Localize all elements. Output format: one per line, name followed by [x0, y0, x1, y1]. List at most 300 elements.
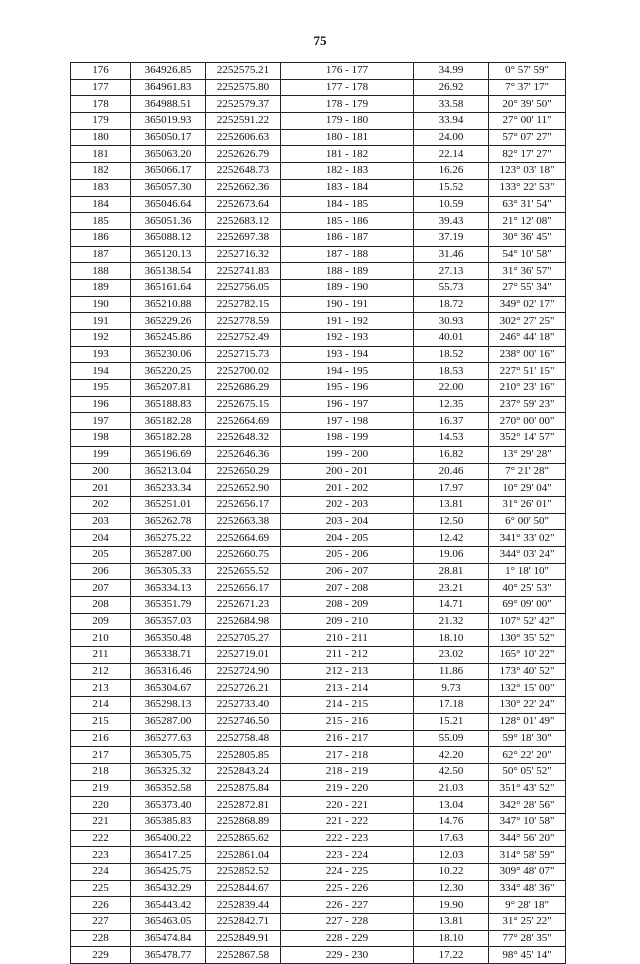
segment-cell: 210 - 211: [281, 630, 414, 647]
segment-cell: 192 - 193: [281, 330, 414, 347]
y-coordinate-cell: 2252646.36: [206, 446, 281, 463]
table-row: [71, 296, 566, 313]
point-number-cell: 186: [71, 229, 131, 246]
segment-cell: 215 - 216: [281, 713, 414, 730]
table-row: [71, 79, 566, 96]
segment-cell: 221 - 222: [281, 813, 414, 830]
table-row: [71, 129, 566, 146]
bearing-cell: 77° 28' 35": [489, 930, 566, 947]
x-coordinate-cell: 365298.13: [131, 697, 206, 714]
point-number-cell: 200: [71, 463, 131, 480]
y-coordinate-cell: 2252805.85: [206, 747, 281, 764]
y-coordinate-cell: 2252716.32: [206, 246, 281, 263]
distance-cell: 37.19: [414, 229, 489, 246]
segment-cell: 226 - 227: [281, 897, 414, 914]
table-row: [71, 363, 566, 380]
table-row: [71, 530, 566, 547]
y-coordinate-cell: 2252872.81: [206, 797, 281, 814]
point-number-cell: 204: [71, 530, 131, 547]
y-coordinate-cell: 2252861.04: [206, 847, 281, 864]
table-row: [71, 563, 566, 580]
distance-cell: 12.50: [414, 513, 489, 530]
bearing-cell: 344° 56' 20": [489, 830, 566, 847]
bearing-cell: 165° 10' 22": [489, 647, 566, 664]
segment-cell: 204 - 205: [281, 530, 414, 547]
point-number-cell: 198: [71, 430, 131, 447]
point-number-cell: 222: [71, 830, 131, 847]
x-coordinate-cell: 365350.48: [131, 630, 206, 647]
page-number: 75: [313, 33, 327, 48]
segment-cell: 176 - 177: [281, 63, 414, 80]
distance-cell: 13.81: [414, 914, 489, 931]
point-number-cell: 201: [71, 480, 131, 497]
point-number-cell: 179: [71, 113, 131, 130]
y-coordinate-cell: 2252656.17: [206, 496, 281, 513]
segment-cell: 203 - 204: [281, 513, 414, 530]
y-coordinate-cell: 2252671.23: [206, 597, 281, 614]
bearing-cell: 237° 59' 23": [489, 396, 566, 413]
point-number-cell: 191: [71, 313, 131, 330]
bearing-cell: 351° 43' 52": [489, 780, 566, 797]
x-coordinate-cell: 365066.17: [131, 163, 206, 180]
bearing-cell: 309° 48' 07": [489, 864, 566, 881]
y-coordinate-cell: 2252741.83: [206, 263, 281, 280]
x-coordinate-cell: 365417.25: [131, 847, 206, 864]
distance-cell: 20.46: [414, 463, 489, 480]
point-number-cell: 195: [71, 380, 131, 397]
point-number-cell: 177: [71, 79, 131, 96]
y-coordinate-cell: 2252852.52: [206, 864, 281, 881]
y-coordinate-cell: 2252758.48: [206, 730, 281, 747]
distance-cell: 18.52: [414, 346, 489, 363]
point-number-cell: 212: [71, 663, 131, 680]
segment-cell: 214 - 215: [281, 697, 414, 714]
table-row: [71, 697, 566, 714]
bearing-cell: 1° 18' 10": [489, 563, 566, 580]
x-coordinate-cell: 365275.22: [131, 530, 206, 547]
bearing-cell: 13° 29' 28": [489, 446, 566, 463]
x-coordinate-cell: 365351.79: [131, 597, 206, 614]
coordinates-table: [70, 62, 566, 964]
bearing-cell: 302° 27' 25": [489, 313, 566, 330]
x-coordinate-cell: 365474.84: [131, 930, 206, 947]
table-row: [71, 813, 566, 830]
segment-cell: 196 - 197: [281, 396, 414, 413]
table-row: [71, 430, 566, 447]
y-coordinate-cell: 2252752.49: [206, 330, 281, 347]
x-coordinate-cell: 365443.42: [131, 897, 206, 914]
distance-cell: 33.58: [414, 96, 489, 113]
segment-cell: 186 - 187: [281, 229, 414, 246]
point-number-cell: 184: [71, 196, 131, 213]
bearing-cell: 27° 55' 34": [489, 279, 566, 296]
table-row: [71, 780, 566, 797]
point-number-cell: 181: [71, 146, 131, 163]
bearing-cell: 31° 25' 22": [489, 914, 566, 931]
y-coordinate-cell: 2252839.44: [206, 897, 281, 914]
segment-cell: 197 - 198: [281, 413, 414, 430]
segment-cell: 217 - 218: [281, 747, 414, 764]
x-coordinate-cell: 365245.86: [131, 330, 206, 347]
y-coordinate-cell: 2252849.91: [206, 930, 281, 947]
table-row: [71, 647, 566, 664]
distance-cell: 14.71: [414, 597, 489, 614]
distance-cell: 23.02: [414, 647, 489, 664]
bearing-cell: 69° 09' 00": [489, 597, 566, 614]
segment-cell: 199 - 200: [281, 446, 414, 463]
point-number-cell: 176: [71, 63, 131, 80]
point-number-cell: 189: [71, 279, 131, 296]
distance-cell: 55.09: [414, 730, 489, 747]
distance-cell: 40.01: [414, 330, 489, 347]
bearing-cell: 62° 22' 20": [489, 747, 566, 764]
bearing-cell: 54° 10' 58": [489, 246, 566, 263]
bearing-cell: 63° 31' 54": [489, 196, 566, 213]
table-row: [71, 496, 566, 513]
y-coordinate-cell: 2252655.52: [206, 563, 281, 580]
x-coordinate-cell: 365196.69: [131, 446, 206, 463]
distance-cell: 24.00: [414, 129, 489, 146]
table-row: [71, 930, 566, 947]
y-coordinate-cell: 2252652.90: [206, 480, 281, 497]
y-coordinate-cell: 2252715.73: [206, 346, 281, 363]
segment-cell: 177 - 178: [281, 79, 414, 96]
point-number-cell: 215: [71, 713, 131, 730]
table-row: [71, 730, 566, 747]
distance-cell: 15.52: [414, 179, 489, 196]
bearing-cell: 107° 52' 42": [489, 613, 566, 630]
table-row: [71, 113, 566, 130]
point-number-cell: 223: [71, 847, 131, 864]
x-coordinate-cell: 365287.00: [131, 546, 206, 563]
point-number-cell: 214: [71, 697, 131, 714]
x-coordinate-cell: 365088.12: [131, 229, 206, 246]
distance-cell: 10.59: [414, 196, 489, 213]
y-coordinate-cell: 2252664.69: [206, 530, 281, 547]
table-row: [71, 263, 566, 280]
segment-cell: 220 - 221: [281, 797, 414, 814]
segment-cell: 219 - 220: [281, 780, 414, 797]
point-number-cell: 196: [71, 396, 131, 413]
y-coordinate-cell: 2252684.98: [206, 613, 281, 630]
segment-cell: 191 - 192: [281, 313, 414, 330]
distance-cell: 42.20: [414, 747, 489, 764]
point-number-cell: 178: [71, 96, 131, 113]
distance-cell: 30.93: [414, 313, 489, 330]
bearing-cell: 31° 36' 57": [489, 263, 566, 280]
distance-cell: 16.26: [414, 163, 489, 180]
distance-cell: 33.94: [414, 113, 489, 130]
x-coordinate-cell: 365325.32: [131, 763, 206, 780]
x-coordinate-cell: 365207.81: [131, 380, 206, 397]
table-row: [71, 897, 566, 914]
x-coordinate-cell: 365210.88: [131, 296, 206, 313]
segment-cell: 228 - 229: [281, 930, 414, 947]
point-number-cell: 210: [71, 630, 131, 647]
segment-cell: 229 - 230: [281, 947, 414, 964]
x-coordinate-cell: 365251.01: [131, 496, 206, 513]
table-row: [71, 96, 566, 113]
bearing-cell: 21° 12' 08": [489, 213, 566, 230]
distance-cell: 18.10: [414, 930, 489, 947]
point-number-cell: 192: [71, 330, 131, 347]
bearing-cell: 7° 37' 17": [489, 79, 566, 96]
point-number-cell: 225: [71, 880, 131, 897]
segment-cell: 205 - 206: [281, 546, 414, 563]
bearing-cell: 342° 28' 56": [489, 797, 566, 814]
bearing-cell: 344° 03' 24": [489, 546, 566, 563]
y-coordinate-cell: 2252700.02: [206, 363, 281, 380]
x-coordinate-cell: 365188.83: [131, 396, 206, 413]
x-coordinate-cell: 365334.13: [131, 580, 206, 597]
point-number-cell: 197: [71, 413, 131, 430]
table-row: [71, 229, 566, 246]
table-row: [71, 63, 566, 80]
distance-cell: 11.86: [414, 663, 489, 680]
point-number-cell: 187: [71, 246, 131, 263]
table-row: [71, 630, 566, 647]
y-coordinate-cell: 2252705.27: [206, 630, 281, 647]
x-coordinate-cell: 365182.28: [131, 413, 206, 430]
point-number-cell: 208: [71, 597, 131, 614]
x-coordinate-cell: 365463.05: [131, 914, 206, 931]
x-coordinate-cell: 365057.30: [131, 179, 206, 196]
segment-cell: 207 - 208: [281, 580, 414, 597]
table-row: [71, 864, 566, 881]
y-coordinate-cell: 2252664.69: [206, 413, 281, 430]
point-number-cell: 185: [71, 213, 131, 230]
x-coordinate-cell: 365063.20: [131, 146, 206, 163]
table-row: [71, 146, 566, 163]
table-row: [71, 797, 566, 814]
segment-cell: 200 - 201: [281, 463, 414, 480]
bearing-cell: 210° 23' 16": [489, 380, 566, 397]
point-number-cell: 226: [71, 897, 131, 914]
y-coordinate-cell: 2252648.32: [206, 430, 281, 447]
point-number-cell: 229: [71, 947, 131, 964]
table-row: [71, 380, 566, 397]
table-row: [71, 480, 566, 497]
distance-cell: 14.76: [414, 813, 489, 830]
distance-cell: 16.37: [414, 413, 489, 430]
point-number-cell: 193: [71, 346, 131, 363]
bearing-cell: 128° 01' 49": [489, 713, 566, 730]
distance-cell: 19.90: [414, 897, 489, 914]
table-row: [71, 663, 566, 680]
segment-cell: 179 - 180: [281, 113, 414, 130]
y-coordinate-cell: 2252626.79: [206, 146, 281, 163]
distance-cell: 17.22: [414, 947, 489, 964]
y-coordinate-cell: 2252842.71: [206, 914, 281, 931]
table-row: [71, 330, 566, 347]
y-coordinate-cell: 2252724.90: [206, 663, 281, 680]
distance-cell: 15.21: [414, 713, 489, 730]
table-row: [71, 830, 566, 847]
segment-cell: 183 - 184: [281, 179, 414, 196]
point-number-cell: 220: [71, 797, 131, 814]
x-coordinate-cell: 365316.46: [131, 663, 206, 680]
distance-cell: 31.46: [414, 246, 489, 263]
x-coordinate-cell: 365287.00: [131, 713, 206, 730]
point-number-cell: 194: [71, 363, 131, 380]
distance-cell: 16.82: [414, 446, 489, 463]
segment-cell: 206 - 207: [281, 563, 414, 580]
table-row: [71, 279, 566, 296]
point-number-cell: 213: [71, 680, 131, 697]
distance-cell: 18.53: [414, 363, 489, 380]
bearing-cell: 173° 40' 52": [489, 663, 566, 680]
y-coordinate-cell: 2252843.24: [206, 763, 281, 780]
distance-cell: 18.72: [414, 296, 489, 313]
y-coordinate-cell: 2252733.40: [206, 697, 281, 714]
segment-cell: 224 - 225: [281, 864, 414, 881]
segment-cell: 198 - 199: [281, 430, 414, 447]
point-number-cell: 209: [71, 613, 131, 630]
bearing-cell: 20° 39' 50": [489, 96, 566, 113]
x-coordinate-cell: 365357.03: [131, 613, 206, 630]
table-row: [71, 213, 566, 230]
y-coordinate-cell: 2252663.38: [206, 513, 281, 530]
point-number-cell: 203: [71, 513, 131, 530]
point-number-cell: 221: [71, 813, 131, 830]
point-number-cell: 199: [71, 446, 131, 463]
x-coordinate-cell: 365182.28: [131, 430, 206, 447]
bearing-cell: 270° 00' 00": [489, 413, 566, 430]
distance-cell: 26.92: [414, 79, 489, 96]
x-coordinate-cell: 364988.51: [131, 96, 206, 113]
point-number-cell: 205: [71, 546, 131, 563]
y-coordinate-cell: 2252782.15: [206, 296, 281, 313]
x-coordinate-cell: 365262.78: [131, 513, 206, 530]
distance-cell: 12.03: [414, 847, 489, 864]
bearing-cell: 246° 44' 18": [489, 330, 566, 347]
bearing-cell: 98° 45' 14": [489, 947, 566, 964]
table-row: [71, 246, 566, 263]
point-number-cell: 218: [71, 763, 131, 780]
x-coordinate-cell: 365304.67: [131, 680, 206, 697]
coordinates-table-body: [71, 63, 566, 964]
x-coordinate-cell: 365233.34: [131, 480, 206, 497]
point-number-cell: 206: [71, 563, 131, 580]
distance-cell: 27.13: [414, 263, 489, 280]
bearing-cell: 27° 00' 11": [489, 113, 566, 130]
segment-cell: 223 - 224: [281, 847, 414, 864]
bearing-cell: 238° 00' 16": [489, 346, 566, 363]
x-coordinate-cell: 365051.36: [131, 213, 206, 230]
x-coordinate-cell: 365400.22: [131, 830, 206, 847]
point-number-cell: 183: [71, 179, 131, 196]
distance-cell: 19.06: [414, 546, 489, 563]
y-coordinate-cell: 2252867.58: [206, 947, 281, 964]
x-coordinate-cell: 365385.83: [131, 813, 206, 830]
y-coordinate-cell: 2252648.73: [206, 163, 281, 180]
x-coordinate-cell: 365352.58: [131, 780, 206, 797]
bearing-cell: 10° 29' 04": [489, 480, 566, 497]
segment-cell: 184 - 185: [281, 196, 414, 213]
x-coordinate-cell: 365425.75: [131, 864, 206, 881]
bearing-cell: 334° 48' 36": [489, 880, 566, 897]
bearing-cell: 82° 17' 27": [489, 146, 566, 163]
point-number-cell: 188: [71, 263, 131, 280]
y-coordinate-cell: 2252778.59: [206, 313, 281, 330]
point-number-cell: 216: [71, 730, 131, 747]
x-coordinate-cell: 365050.17: [131, 129, 206, 146]
table-row: [71, 413, 566, 430]
distance-cell: 13.04: [414, 797, 489, 814]
bearing-cell: 314° 58' 59": [489, 847, 566, 864]
y-coordinate-cell: 2252650.29: [206, 463, 281, 480]
table-row: [71, 713, 566, 730]
point-number-cell: 182: [71, 163, 131, 180]
x-coordinate-cell: 365230.06: [131, 346, 206, 363]
table-row: [71, 747, 566, 764]
x-coordinate-cell: 365338.71: [131, 647, 206, 664]
segment-cell: 216 - 217: [281, 730, 414, 747]
segment-cell: 194 - 195: [281, 363, 414, 380]
y-coordinate-cell: 2252575.21: [206, 63, 281, 80]
segment-cell: 185 - 186: [281, 213, 414, 230]
table-row: [71, 463, 566, 480]
point-number-cell: 180: [71, 129, 131, 146]
distance-cell: 17.18: [414, 697, 489, 714]
table-row: [71, 680, 566, 697]
x-coordinate-cell: 365220.25: [131, 363, 206, 380]
y-coordinate-cell: 2252579.37: [206, 96, 281, 113]
x-coordinate-cell: 364961.83: [131, 79, 206, 96]
segment-cell: 180 - 181: [281, 129, 414, 146]
segment-cell: 218 - 219: [281, 763, 414, 780]
segment-cell: 190 - 191: [281, 296, 414, 313]
x-coordinate-cell: 365432.29: [131, 880, 206, 897]
y-coordinate-cell: 2252673.64: [206, 196, 281, 213]
table-row: [71, 947, 566, 964]
segment-cell: 209 - 210: [281, 613, 414, 630]
table-row: [71, 313, 566, 330]
segment-cell: 212 - 213: [281, 663, 414, 680]
bearing-cell: 59° 18' 30": [489, 730, 566, 747]
y-coordinate-cell: 2252656.17: [206, 580, 281, 597]
x-coordinate-cell: 365138.54: [131, 263, 206, 280]
distance-cell: 39.43: [414, 213, 489, 230]
distance-cell: 28.81: [414, 563, 489, 580]
distance-cell: 22.00: [414, 380, 489, 397]
bearing-cell: 133° 22' 53": [489, 179, 566, 196]
table-row: [71, 597, 566, 614]
y-coordinate-cell: 2252606.63: [206, 129, 281, 146]
distance-cell: 23.21: [414, 580, 489, 597]
table-row: [71, 880, 566, 897]
bearing-cell: 352° 14' 57": [489, 430, 566, 447]
segment-cell: 193 - 194: [281, 346, 414, 363]
distance-cell: 14.53: [414, 430, 489, 447]
y-coordinate-cell: 2252697.38: [206, 229, 281, 246]
bearing-cell: 341° 33' 02": [489, 530, 566, 547]
table-row: [71, 513, 566, 530]
y-coordinate-cell: 2252591.22: [206, 113, 281, 130]
x-coordinate-cell: 365161.64: [131, 279, 206, 296]
distance-cell: 42.50: [414, 763, 489, 780]
table-row: [71, 179, 566, 196]
table-row: [71, 196, 566, 213]
x-coordinate-cell: 365305.33: [131, 563, 206, 580]
table-row: [71, 163, 566, 180]
y-coordinate-cell: 2252660.75: [206, 546, 281, 563]
bearing-cell: 57° 07' 27": [489, 129, 566, 146]
bearing-cell: 50° 05' 52": [489, 763, 566, 780]
segment-cell: 195 - 196: [281, 380, 414, 397]
bearing-cell: 30° 36' 45": [489, 229, 566, 246]
x-coordinate-cell: 365478.77: [131, 947, 206, 964]
